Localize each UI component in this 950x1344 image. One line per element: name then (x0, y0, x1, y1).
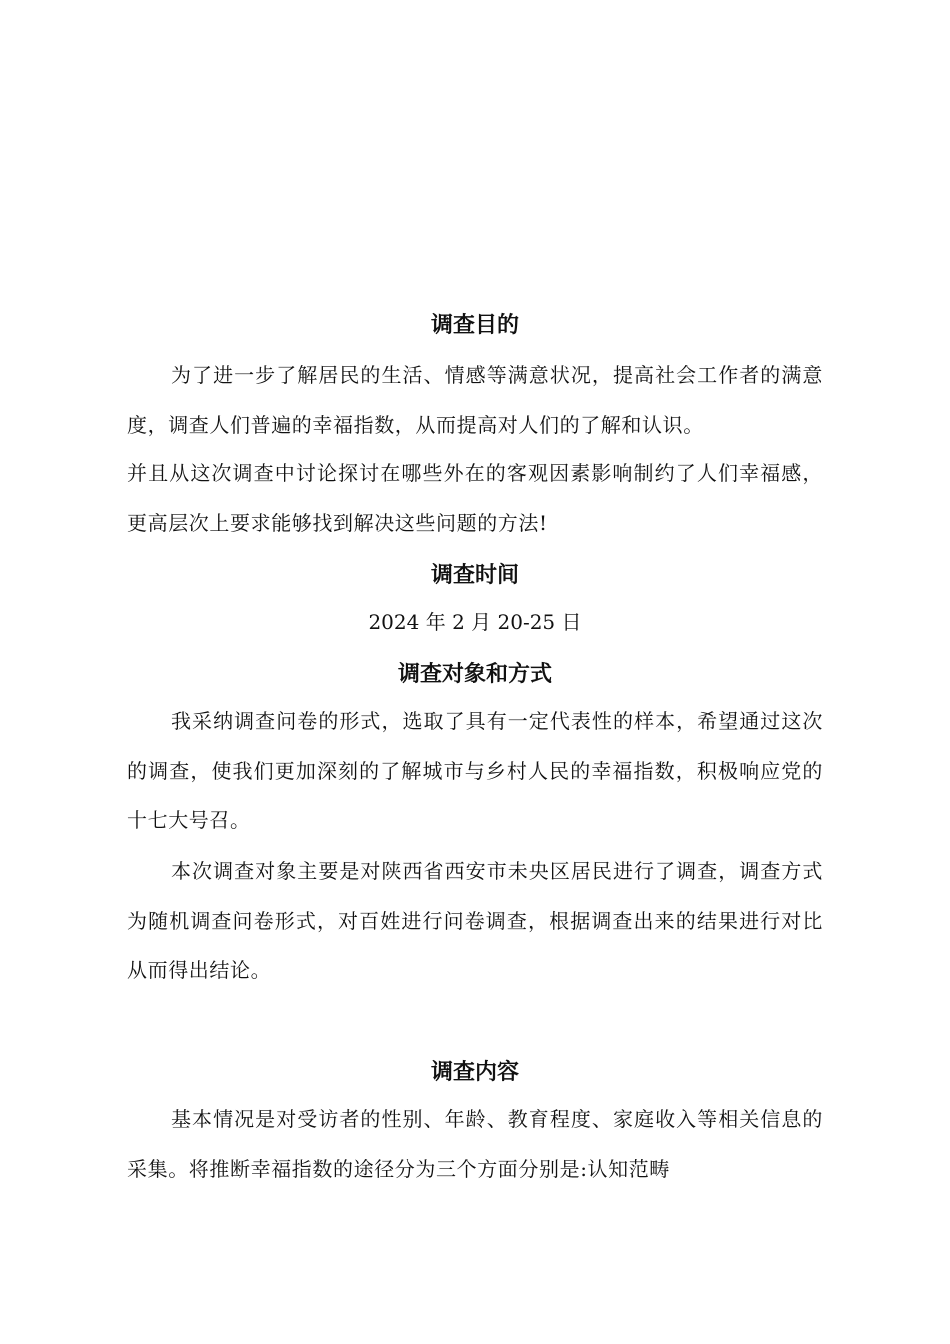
content-paragraph: 基本情况是对受访者的性别、年龄、教育程度、家庭收入等相关信息的采集。将推断幸福指数的途径分为三个方面分别是:认知范畴 (127, 1107, 823, 1181)
target-heading: 调查对象和方式 (397, 661, 552, 687)
content-heading: 调查内容 (430, 1059, 519, 1085)
purpose-paragraph-continued: 并且从这次调查中讨论探讨在哪些外在的客观因素影响制约了人们幸福感，更高层次上要求能够找到解决这些问题的方法! (127, 461, 823, 535)
purpose-heading: 调查目的 (430, 312, 519, 338)
target-paragraph-2: 本次调查对象主要是对陕西省西安市未央区居民进行了调查，调查方式为随机调查问卷形式，对百姓进行问卷调查，根据调查出来的结果进行对比从而得出结论。 (127, 859, 823, 982)
survey-date: 2024 年 2 月 20-25 日 (368, 610, 582, 634)
purpose-paragraph: 为了进一步了解居民的生活、情感等满意状况，提高社会工作者的满意度，调查人们普遍的幸福指数，从而提高对人们的了解和认识。 (127, 363, 823, 437)
time-heading: 调查时间 (430, 562, 519, 588)
target-paragraph-1: 我采纳调查问卷的形式，选取了具有一定代表性的样本，希望通过这次的调查，使我们更加深刻的了解城市与乡村人民的幸福指数，积极响应党的十七大号召。 (127, 709, 823, 832)
